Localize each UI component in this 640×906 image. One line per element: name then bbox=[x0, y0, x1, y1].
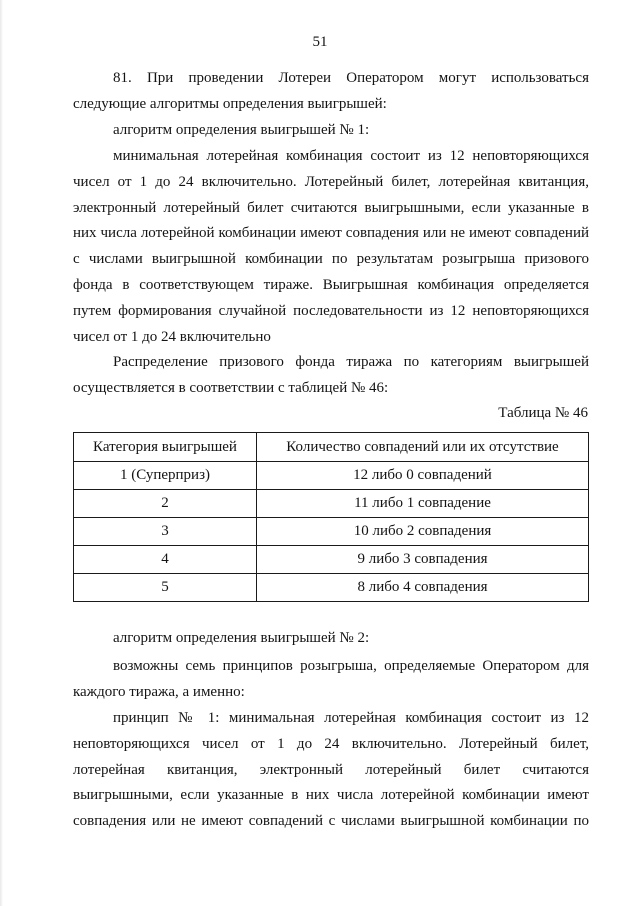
table-header-category: Категория выигрышей bbox=[74, 433, 257, 462]
table-row bbox=[74, 574, 589, 602]
page-number: 51 bbox=[312, 34, 328, 50]
table-cell-matches: 10 либо 2 совпадения bbox=[257, 518, 589, 546]
paragraph-81-intro: 81. При проведении Лотереи Оператором могут использоваться следующие алгоритмы определения выигрышей: bbox=[73, 70, 589, 112]
table-cell-category: 4 bbox=[74, 546, 257, 574]
algorithm-1-heading: алгоритм определения выигрышей № 1: bbox=[113, 122, 370, 138]
table-row bbox=[74, 518, 589, 546]
table-row bbox=[74, 462, 589, 490]
table-cell-matches: 9 либо 3 совпадения bbox=[257, 546, 589, 574]
prize-category-table bbox=[73, 432, 589, 602]
table-cell-matches: 12 либо 0 совпадений bbox=[257, 462, 589, 490]
table-cell-category: 5 bbox=[74, 574, 257, 602]
table-cell-category: 1 (Суперприз) bbox=[74, 462, 257, 490]
algorithm-2-intro: возможны семь принципов розыгрыша, определяемые Оператором для каждого тиража, а именно: bbox=[73, 658, 589, 700]
table-cell-category: 3 bbox=[74, 518, 257, 546]
scan-edge-shadow bbox=[0, 0, 3, 906]
table-caption: Таблица № 46 bbox=[498, 405, 588, 421]
principle-1-description: принцип № 1: минимальная лотерейная комбинация состоит из 12 неповторяющихся чисел от 1 до 24 включительно. Лотерейный билет, лотерейная квитанция, электронный лотерейный билет считаются выигрышными, если указанные в них числа лотерейной комбинации имеют совпадения или не имеют совпадений с числами выигрышной комбинации по bbox=[73, 710, 589, 830]
algorithm-1-description: минимальная лотерейная комбинация состоит из 12 неповторяющихся чисел от 1 до 24 включительно. Лотерейный билет, лотерейная квитанция, электронный лотерейный билет считаются выигрышными, если указанные в них числа лотерейной комбинации имеют совпадения или не имеют совпадений с числами выигрышной комбинации по результатам розыгрыша призового фонда в соответствующем тираже. Выигрышная комбинация определяется путем формирования случайной последовательности из 12 неповторяющихся чисел от 1 до 24 включительно bbox=[73, 148, 589, 345]
table-cell-matches: 8 либо 4 совпадения bbox=[257, 574, 589, 602]
table-row bbox=[74, 490, 589, 518]
table-header-matches: Количество совпадений или их отсутствие bbox=[257, 433, 589, 462]
table-row bbox=[74, 546, 589, 574]
table-cell-category: 2 bbox=[74, 490, 257, 518]
table-cell-matches: 11 либо 1 совпадение bbox=[257, 490, 589, 518]
prize-distribution-paragraph: Распределение призового фонда тиража по категориям выигрышей осуществляется в соответствии с таблицей № 46: bbox=[73, 354, 589, 396]
algorithm-2-heading: алгоритм определения выигрышей № 2: bbox=[113, 630, 370, 646]
table-header-row bbox=[74, 433, 589, 462]
